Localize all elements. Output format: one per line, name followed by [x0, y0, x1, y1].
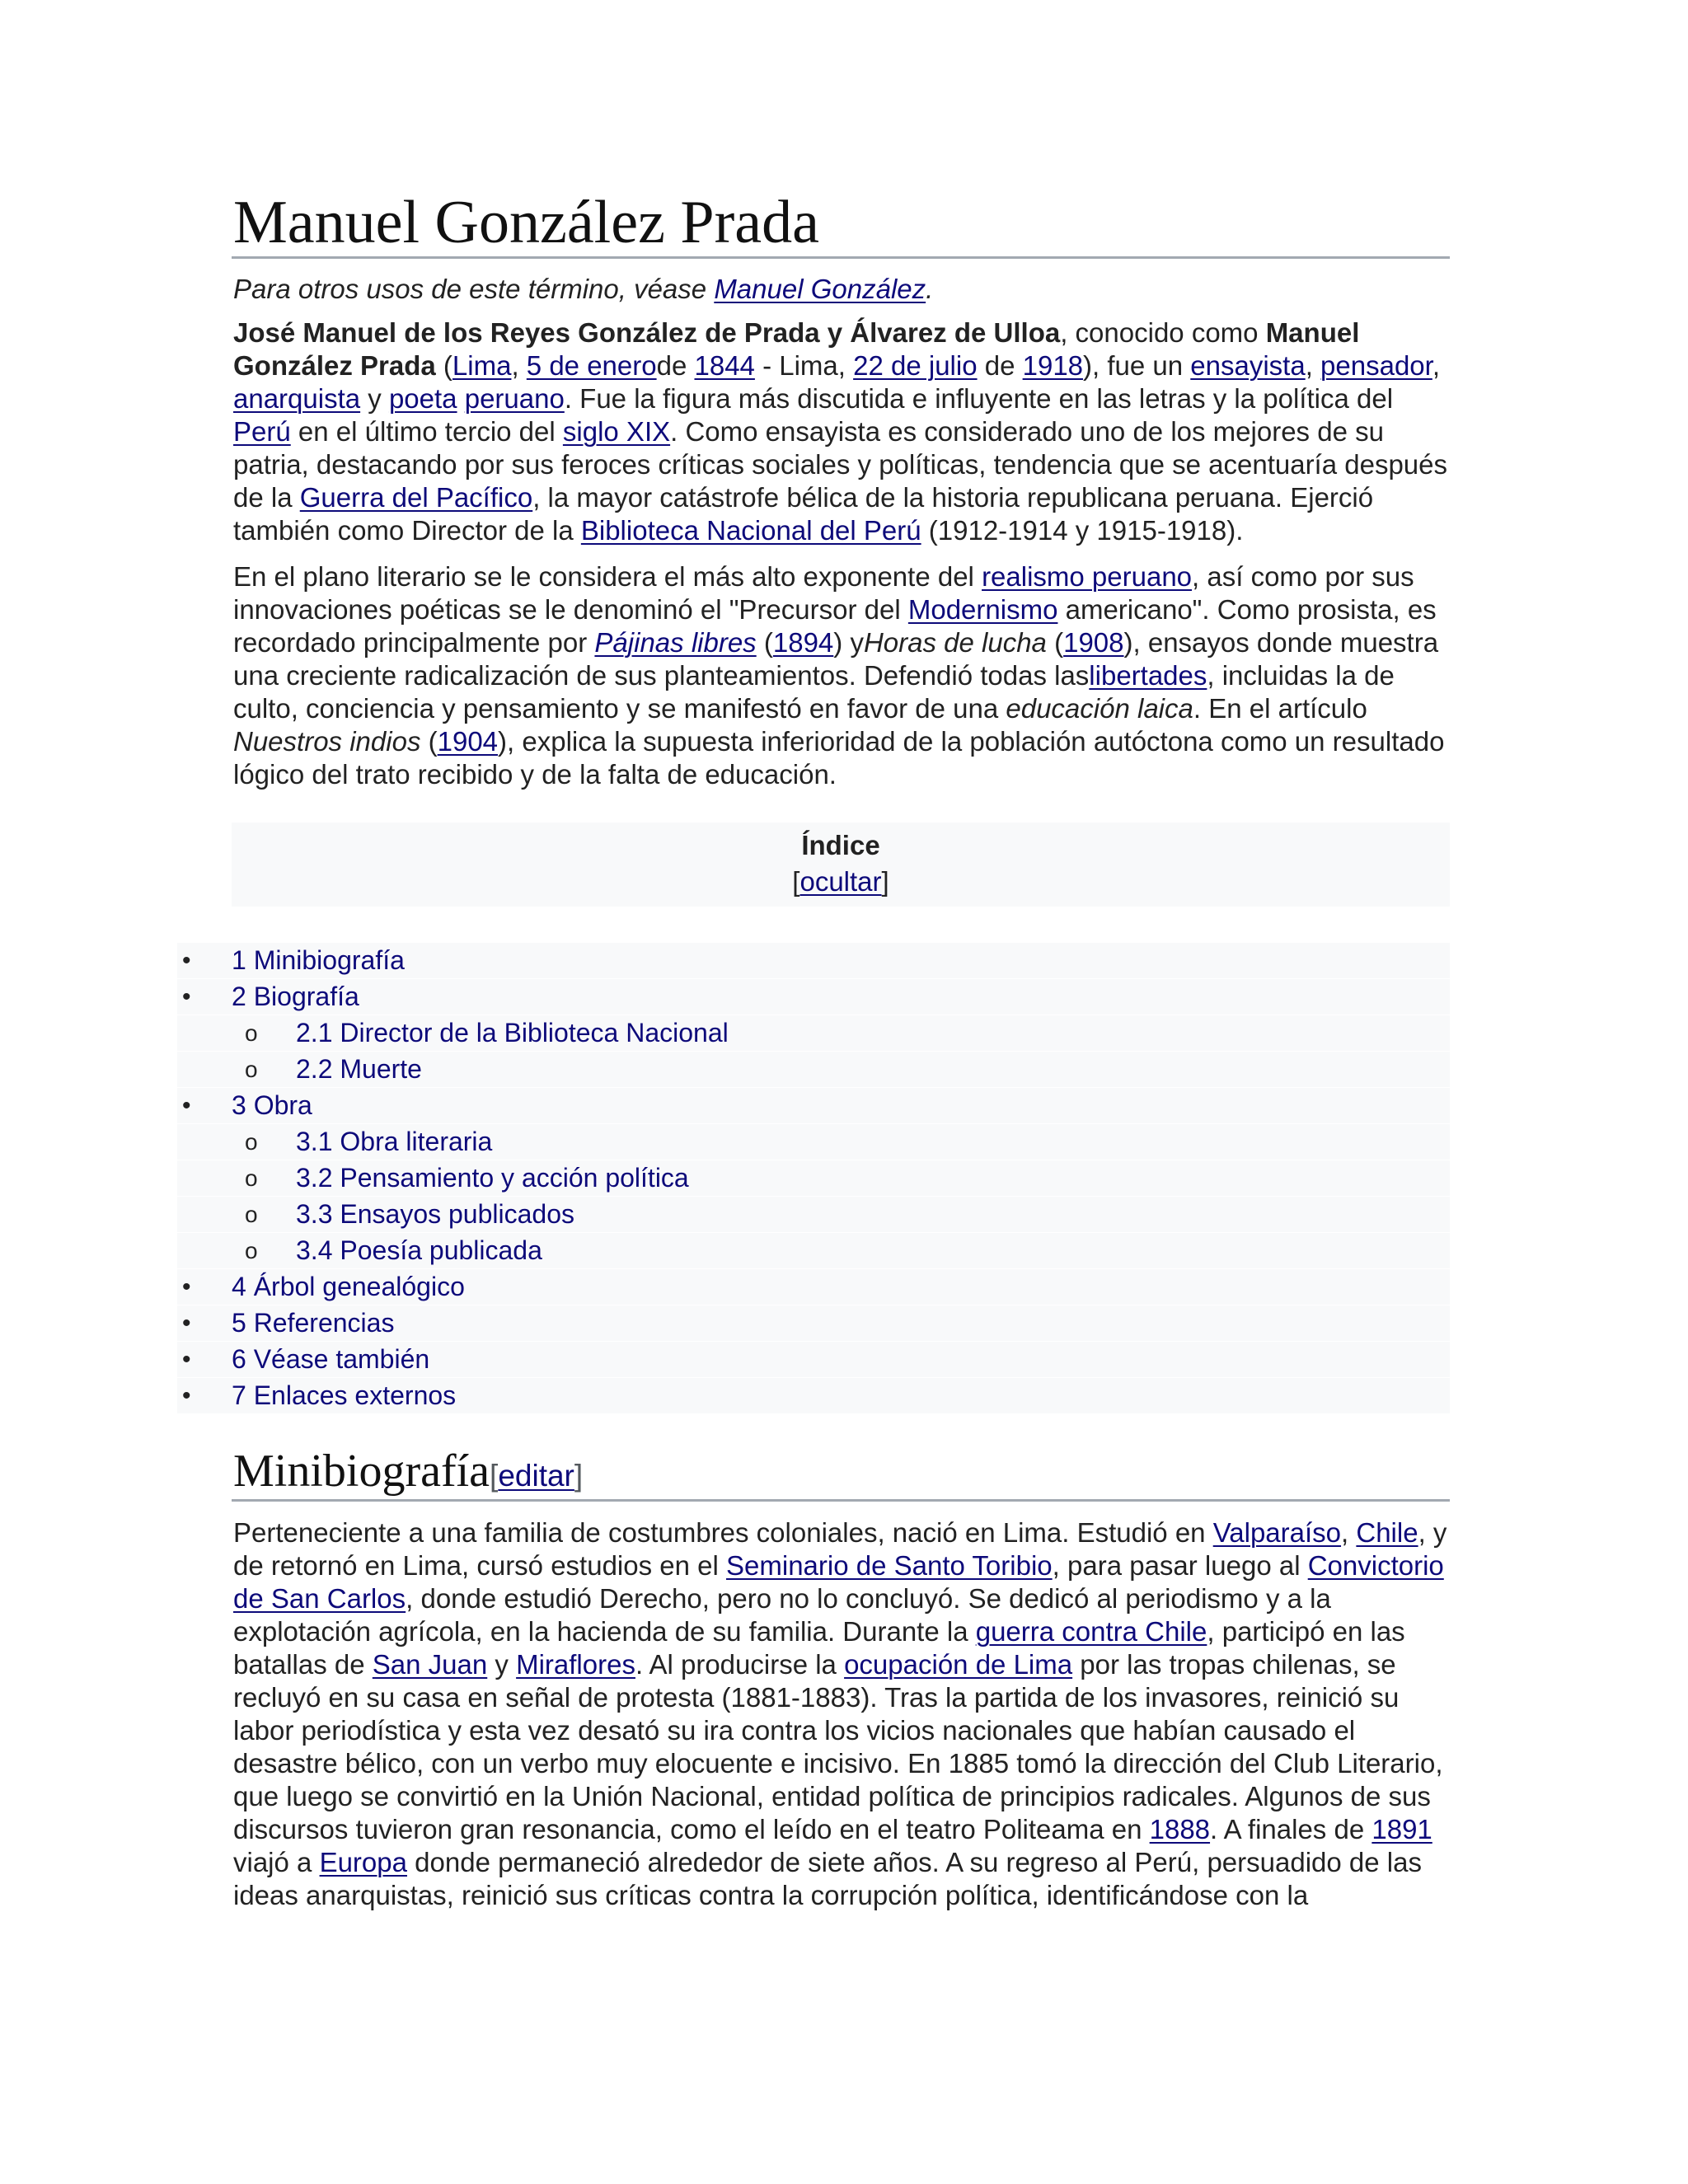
text-run: ( [435, 350, 452, 381]
edit-section-link[interactable]: editar [498, 1459, 574, 1493]
toc-header [232, 823, 1450, 907]
text-run: ), explica la supuesta inferioridad de la población autóctona como un resultado lógico del trato recibido y de la falta de educación. [233, 726, 1445, 790]
inline-link[interactable]: siglo XIX [562, 416, 671, 447]
text-run: . Como ensayista es considerado uno de los mejores de su patria, destacando por sus feroces críticas sociales y políticas, tendencia que se acentuaría después de la [233, 416, 1448, 513]
text-run: , para pasar luego al [1052, 1550, 1308, 1581]
toc-item-label[interactable]: 3 Obra [232, 1090, 312, 1120]
inline-link[interactable]: San Juan [372, 1649, 488, 1680]
text-run: . Fue la figura más discutida e influyente en las letras y la política del [564, 383, 1394, 414]
inline-link[interactable]: poeta [388, 383, 457, 414]
toc-list [177, 943, 1450, 1413]
inline-link[interactable]: Miraflores [516, 1649, 635, 1680]
toc-item[interactable] [177, 1377, 1450, 1413]
table-of-contents [232, 823, 1450, 907]
text-run: donde permaneció alrededor de siete años. A su regreso al Perú, persuadido de las ideas anarquistas, reinició sus críticas contra la corrupción política, identificándose con la [233, 1847, 1422, 1910]
inline-link[interactable]: pensador [1320, 350, 1432, 381]
text-run: , donde estudió Derecho, pero no lo concluyó. Se dedicó al periodismo y a la explotación agrícola, en la hacienda de su familia. Durante la [233, 1583, 1331, 1647]
toc-item-label[interactable]: 3.4 Poesía publicada [296, 1235, 542, 1265]
toc-item[interactable] [177, 1123, 1450, 1160]
toc-item-label[interactable]: 5 Referencias [232, 1308, 395, 1338]
inline-link[interactable]: Guerra del Pacífico [299, 482, 533, 513]
toc-item[interactable] [177, 1015, 1450, 1051]
text-run: , y de retornó en Lima, cursó estudios en el [233, 1517, 1447, 1581]
inline-link[interactable]: Convictorio de San Carlos [233, 1550, 1444, 1614]
inline-link[interactable]: guerra contra Chile [975, 1616, 1207, 1647]
text-run: ), ensayos donde muestra una creciente radicalización de sus planteamientos. Defendió todas las [233, 627, 1439, 691]
inline-link[interactable]: ocupación de Lima [844, 1649, 1073, 1680]
inline-link[interactable]: 1844 [694, 350, 755, 381]
section-heading-minibiografia [232, 1448, 1450, 1502]
text-run: , participó en las batallas de [233, 1616, 1405, 1680]
circle-bullet-icon: o [245, 1165, 258, 1191]
hatnote-suffix: . [926, 274, 934, 304]
inline-link[interactable]: Perú [233, 416, 291, 447]
bullet-icon: • [182, 947, 191, 974]
toc-item[interactable] [177, 1051, 1450, 1087]
toc-item-label[interactable]: 3.3 Ensayos publicados [296, 1199, 574, 1229]
toc-item[interactable] [177, 1232, 1450, 1268]
text-run: y [487, 1649, 517, 1680]
toc-item-label[interactable]: 3.2 Pensamiento y acción política [296, 1163, 689, 1193]
toc-toggle-bracket-close: ] [881, 866, 889, 897]
text-run: Perteneciente a una familia de costumbres coloniales, nació en Lima. Estudió en [233, 1517, 1213, 1548]
text-run: viajó a [233, 1847, 320, 1877]
text-run: y [360, 383, 389, 414]
toc-item[interactable] [177, 1268, 1450, 1305]
inline-link[interactable]: 1894 [772, 627, 834, 658]
text-run: , [1305, 350, 1321, 381]
inline-link[interactable]: realismo peruano [982, 561, 1193, 592]
inline-link[interactable]: 1891 [1372, 1814, 1432, 1844]
circle-bullet-icon: o [245, 1238, 258, 1263]
bullet-icon: • [182, 1382, 191, 1409]
italic-text: Nuestros indios [233, 726, 421, 757]
inline-link[interactable]: 5 de enero [526, 350, 657, 381]
inline-link[interactable]: 1904 [437, 726, 499, 757]
inline-link[interactable]: 1908 [1063, 627, 1124, 658]
toc-item[interactable] [177, 1196, 1450, 1232]
circle-bullet-icon: o [245, 1057, 258, 1082]
bullet-icon: • [182, 983, 191, 1010]
inline-link[interactable]: Seminario de Santo Toribio [726, 1550, 1053, 1581]
italic-text: Horas de lucha [863, 627, 1047, 658]
toc-item-label[interactable]: 2 Biografía [232, 982, 359, 1011]
inline-link[interactable]: ensayista [1190, 350, 1306, 381]
bullet-icon: • [182, 1273, 191, 1301]
page-title: Manuel González Prada [232, 185, 1450, 259]
article [182, 185, 1450, 1925]
hatnote [233, 274, 1450, 305]
text-run: de [656, 350, 695, 381]
text-run: , [1341, 1517, 1357, 1548]
toc-item[interactable] [177, 1087, 1450, 1123]
circle-bullet-icon: o [245, 1020, 258, 1046]
inline-link[interactable]: 1918 [1022, 350, 1084, 381]
inline-link[interactable]: Pájinas libres [594, 627, 757, 658]
toc-item[interactable] [177, 1160, 1450, 1196]
text-run: de [977, 350, 1023, 381]
bold-text: Manuel González Prada [233, 317, 1360, 381]
text-run: ( [756, 627, 773, 658]
inline-link[interactable]: Modernismo [907, 594, 1058, 625]
inline-link[interactable]: libertades [1089, 660, 1207, 691]
italic-text: educación laica [1006, 693, 1193, 724]
toc-item-label[interactable]: 2.2 Muerte [296, 1054, 422, 1084]
toc-item-label[interactable]: 1 Minibiografía [232, 945, 405, 975]
text-run: , [511, 350, 527, 381]
text-run: , así como por sus innovaciones poéticas se le denominó el "Precursor del [233, 561, 1414, 625]
inline-link[interactable]: peruano [464, 383, 565, 414]
text-run: , la mayor catástrofe bélica de la historia republicana peruana. Ejerció también como Director de la [233, 482, 1374, 546]
inline-link[interactable]: 22 de julio [853, 350, 978, 381]
toc-item[interactable] [177, 978, 1450, 1015]
text-run: - Lima, [754, 350, 854, 381]
inline-link[interactable]: Chile [1356, 1517, 1418, 1548]
bold-text: José Manuel de los Reyes González de Prada y Álvarez de Ulloa [233, 317, 1061, 348]
toc-toggle-bracket-open: [ [792, 866, 800, 897]
text-run: por las tropas chilenas, se recluyó en su casa en señal de protesta (1881-1883). Tras la partida de los invasores, reinició su labor periodística y esta vez desató su ira contra los vicios nacionales que habían causado el desastre bélico, con un verbo muy elocuente e incisivo. En 1885 tomó la dirección del Club Literario, que luego se convirtió en la Unión Nacional, entidad política de principios radicales. Algunos de sus discursos tuvieron gran resonancia, como el leído en el teatro Politeama en [233, 1649, 1443, 1844]
text-run: , [1432, 350, 1441, 381]
toc-item[interactable] [177, 1305, 1450, 1341]
text-run: en el último tercio del [290, 416, 563, 447]
inline-link[interactable]: Valparaíso [1212, 1517, 1342, 1548]
toc-toggle [232, 864, 1450, 900]
edit-bracket-close: ] [574, 1459, 584, 1493]
hatnote-prefix: Para otros usos de este término, véase [233, 274, 715, 304]
text-run: ), fue un [1083, 350, 1191, 381]
text-run: ( [420, 726, 438, 757]
toc-item[interactable] [177, 1341, 1450, 1377]
inline-link[interactable]: Biblioteca Nacional del Perú [580, 515, 921, 546]
toc-item-label[interactable]: 3.1 Obra literaria [296, 1127, 493, 1156]
toc-item-label[interactable]: 4 Árbol genealógico [232, 1272, 465, 1301]
section-heading-text: Minibiografía [233, 1446, 490, 1497]
inline-link[interactable]: anarquista [233, 383, 361, 414]
edit-bracket-open: [ [490, 1459, 499, 1493]
text-run: . A finales de [1210, 1814, 1372, 1844]
toc-item[interactable] [177, 943, 1450, 978]
text-run: , incluidas la de culto, conciencia y pensamiento y se manifestó en favor de una [233, 660, 1395, 724]
inline-link[interactable]: Europa [319, 1847, 407, 1877]
inline-link[interactable]: Lima [452, 350, 512, 381]
text-run: , conocido como [1060, 317, 1266, 348]
circle-bullet-icon: o [245, 1129, 258, 1155]
text-run: . Al producirse la [635, 1649, 845, 1680]
toc-item-label[interactable]: 2.1 Director de la Biblioteca Nacional [296, 1018, 729, 1047]
text-run: americano". Como prosista, es recordado principalmente por [233, 594, 1437, 658]
toc-hide-link[interactable]: ocultar [799, 866, 882, 897]
edit-section [490, 1459, 583, 1493]
inline-link[interactable]: 1888 [1149, 1814, 1211, 1844]
hatnote-link[interactable]: Manuel González [714, 274, 926, 304]
circle-bullet-icon: o [245, 1202, 258, 1227]
bullet-icon: • [182, 1092, 191, 1119]
toc-title: Índice [801, 830, 880, 860]
toc-item-label[interactable]: 7 Enlaces externos [232, 1380, 457, 1410]
text-run: ) y [833, 627, 864, 658]
intro-paragraph-1 [233, 316, 1450, 547]
toc-item-label[interactable]: 6 Véase también [232, 1344, 430, 1374]
text-run: En el plano literario se le considera el más alto exponente del [233, 561, 982, 592]
bullet-icon: • [182, 1346, 191, 1373]
intro-paragraph-2 [233, 560, 1450, 791]
text-run: ( [1046, 627, 1064, 658]
bullet-icon: • [182, 1310, 191, 1337]
text-run: (1912-1914 y 1915-1918). [921, 515, 1244, 546]
minibiografia-paragraph [233, 1516, 1450, 1912]
text-run: . En el artículo [1193, 693, 1367, 724]
text-run [457, 383, 465, 414]
